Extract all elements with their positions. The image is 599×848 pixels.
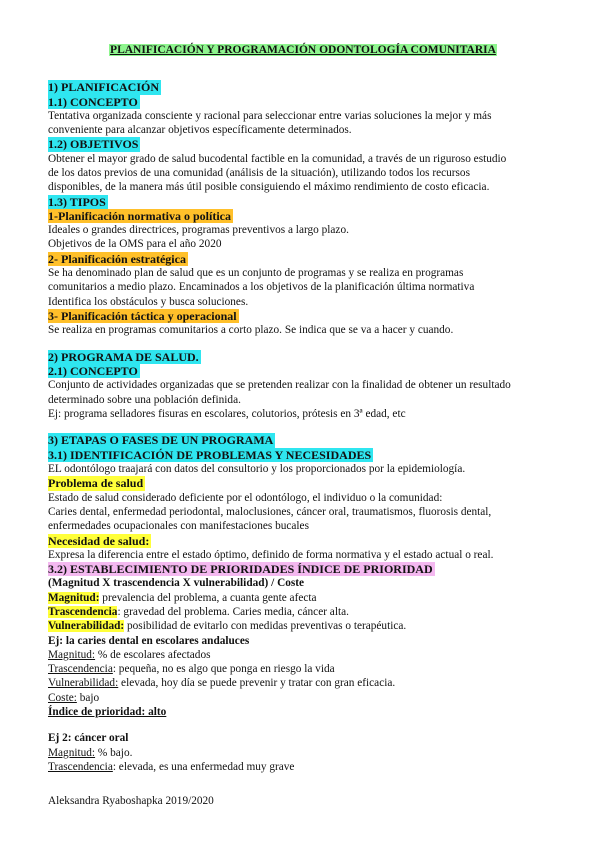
paragraph: Expresa la diferencia entre el estado óptimo, definido de forma normativa y el estado actual o real. bbox=[48, 548, 494, 561]
section-1-heading: 1) PLANIFICACIÓN bbox=[48, 80, 159, 94]
need-heading: Necesidad de salud: bbox=[48, 533, 150, 548]
paragraph: determinado sobre una población definida. bbox=[48, 393, 241, 406]
section-2-1-heading: 2.1) CONCEPTO bbox=[48, 364, 138, 379]
section-1-2-heading: 1.2) OBJETIVOS bbox=[48, 137, 139, 152]
example-1-magnitud: Magnitud: % de escolares afectados bbox=[48, 648, 211, 661]
example-1-heading: Ej: la caries dental en escolares andaluces bbox=[48, 634, 250, 647]
definition-trascendencia: Trascendencia: gravedad del problema. Caries media, cáncer alta. bbox=[48, 606, 349, 618]
example-2-magnitud: Magnitud: % bajo. bbox=[48, 746, 133, 759]
type-2-heading: 2- Planificación estratégica bbox=[48, 251, 186, 266]
definition-vulnerabilidad: Vulnerabilidad: posibilidad de evitarlo con medidas preventivas o terapéutica. bbox=[48, 620, 407, 633]
paragraph: Ideales o grandes directrices, programas preventivos a largo plazo. bbox=[48, 224, 349, 237]
paragraph: Objetivos de la OMS para el año 2020 bbox=[48, 238, 222, 251]
document-title: PLANIFICACIÓN Y PROGRAMACIÓN ODONTOLOGÍA COMUNITARIA bbox=[110, 44, 496, 56]
type-3-heading: 3- Planificación táctica y operacional bbox=[48, 308, 237, 323]
paragraph: Se ha denominado plan de salud que es un conjunto de programas y se realiza en programas bbox=[48, 267, 464, 280]
example-1-vulnerabilidad: Vulnerabilidad: elevada, hoy día se puede prevenir y tratar con gran eficacia. bbox=[48, 677, 396, 690]
example-2-trascendencia: Trascendencia: elevada, es una enfermedad muy grave bbox=[48, 760, 295, 773]
paragraph: Obtener el mayor grado de salud bucodental factible en la comunidad, a través de un riguroso estudio bbox=[48, 152, 507, 165]
paragraph: Ej: programa selladores fisuras en escolares, colutorios, prótesis en 3ª edad, etc bbox=[48, 407, 406, 420]
paragraph: Conjunto de actividades organizadas que se pretenden realizar con la finalidad de obtener un resultado bbox=[48, 379, 511, 392]
example-1-priority-index: Índice de prioridad: alto bbox=[48, 706, 167, 719]
paragraph: Estado de salud considerado deficiente por el odontólogo, el individuo o la comunidad: bbox=[48, 491, 443, 504]
paragraph: comunitarios a medio plazo. Encaminados a los objetivos de la planificación última normativa bbox=[48, 281, 475, 294]
paragraph: conveniente para alcanzar objetivos específicamente determinados. bbox=[48, 124, 352, 137]
section-3-heading: 3) ETAPAS O FASES DE UN PROGRAMA bbox=[48, 433, 274, 448]
priority-formula: (Magnitud X trascendencia X vulnerabilidad) / Coste bbox=[48, 577, 305, 590]
problem-heading: Problema de salud bbox=[48, 476, 144, 491]
paragraph: enfermedades ocupacionales con manifestaciones bucales bbox=[48, 520, 309, 533]
paragraph: Se realiza en programas comunitarios a corto plazo. Se indica que se va a hacer y cuando. bbox=[48, 324, 454, 337]
section-2-heading: 2) PROGRAMA DE SALUD. bbox=[48, 349, 199, 364]
type-1-heading: 1-Planificación normativa o política bbox=[48, 208, 231, 223]
definition-magnitud: Magnitud: prevalencia del problema, a cuanta gente afecta bbox=[48, 591, 317, 604]
paragraph: de los datos previos de una comunidad (análisis de la situación), utilizando todos los recursos bbox=[48, 166, 470, 179]
example-1-trascendencia: Trascendencia: pequeña, no es algo que ponga en riesgo la vida bbox=[48, 663, 335, 676]
example-2-heading: Ej 2: cáncer oral bbox=[48, 732, 129, 745]
section-3-2-heading: 3.2) ESTABLECIMIENTO DE PRIORIDADES ÍNDICE DE PRIORIDAD bbox=[48, 562, 433, 577]
section-3-1-heading: 3.1) IDENTIFICACIÓN DE PROBLEMAS Y NECESIDADES bbox=[48, 447, 372, 462]
section-1-3-heading: 1.3) TIPOS bbox=[48, 194, 106, 209]
document-page bbox=[48, 44, 558, 774]
paragraph: Caries dental, enfermedad periodontal, maloclusiones, cáncer oral, traumatismos, fluorosis dental, bbox=[48, 505, 492, 518]
paragraph: Tentativa organizada consciente y racional para seleccionar entre varias soluciones la mejor y más bbox=[48, 109, 492, 122]
example-1-coste: Coste: bajo bbox=[48, 691, 100, 704]
paragraph: Identifica los obstáculos y busca soluciones. bbox=[48, 295, 249, 308]
section-1-1-heading: 1.1) CONCEPTO bbox=[48, 94, 138, 109]
paragraph: EL odontólogo traajará con datos del consultorio y los proporcionados por la epidemiología. bbox=[48, 463, 466, 476]
paragraph: disponibles, de la manera más útil posible consiguiendo el máximo rendimiento de costo eficacia. bbox=[48, 181, 490, 194]
footer-author: Aleksandra Ryaboshapka 2019/2020 bbox=[48, 795, 214, 807]
